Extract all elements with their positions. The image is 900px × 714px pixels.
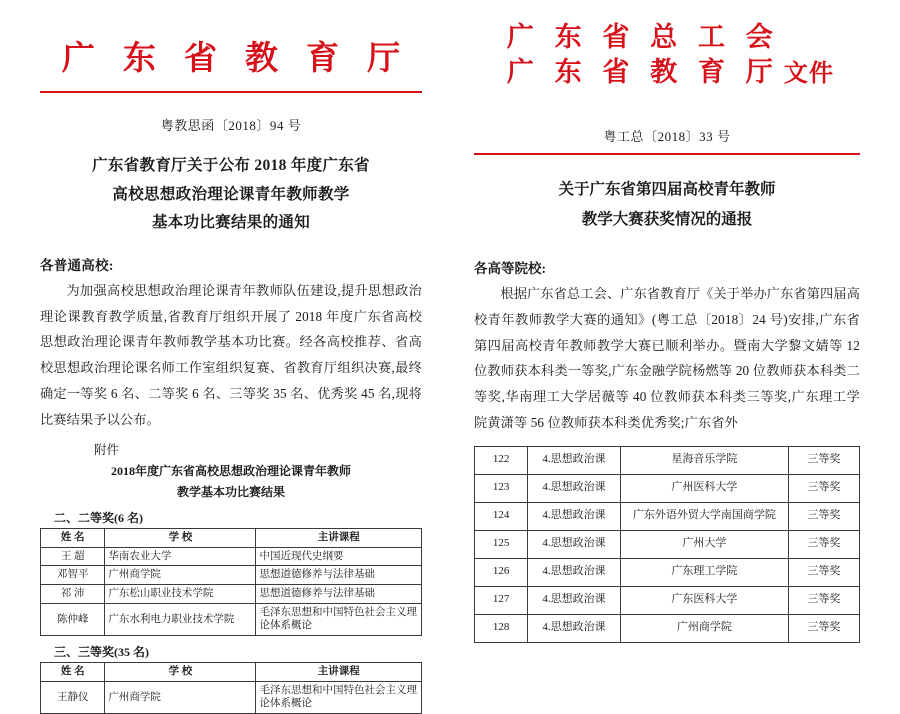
left-table-third-prize: [40, 662, 422, 714]
table1-header-school: 学 校: [105, 529, 256, 548]
table-row: [41, 566, 422, 585]
table2-r0-course: 毛泽东思想和中国特色社会主义理论体系概论: [256, 681, 422, 713]
table1-r3-course: 毛泽东思想和中国特色社会主义理论体系概论: [256, 603, 422, 635]
left-masthead-title: 广 东 省 教 育 厅: [61, 41, 411, 77]
rtbl-r4-school: 广东理工学院: [620, 558, 788, 586]
rtbl-r0-subject: 4.思想政治课: [528, 446, 621, 474]
right-award-table: [474, 446, 860, 643]
rtbl-r0-school: 星海音乐学院: [620, 446, 788, 474]
table-row: [475, 614, 860, 642]
left-salutation: 各普通高校:: [40, 258, 114, 274]
table-row: [475, 530, 860, 558]
right-body-paragraph: 根据广东省总工会、广东省教育厅《关于举办广东省第四届高校青年教师教学大赛的通知》(粤工总〔2018〕24 号)安排,广东省第四届高校青年教师教学大赛已顺利举办。暨南大学黎文婧等 12 位教师获本科类一等奖,广东金融学院杨燃等 20 位教师获本科类二等奖,华南理工大学居薇等 40 位教师获本科类三等奖,广东理工学院黄潇等 56 位教师获本科类优秀奖;广东省外: [474, 286, 861, 430]
left-table-second-prize: [40, 528, 422, 636]
left-title-line-2: 高校思想政治理论课青年教师教学: [112, 185, 350, 203]
left-title-line-1: 广东省教育厅关于公布 2018 年度广东省: [92, 157, 370, 174]
rtbl-r0-no: 122: [475, 446, 528, 474]
table1-r1-school: 广州商学院: [105, 566, 256, 585]
rtbl-r6-prize: 三等奖: [788, 614, 859, 642]
left-document-title: [40, 152, 422, 238]
right-masthead-lines: [500, 20, 780, 90]
rtbl-r4-no: 126: [475, 558, 528, 586]
rtbl-r0-prize: 三等奖: [788, 446, 859, 474]
rtbl-r5-prize: 三等奖: [788, 586, 859, 614]
table-row: [475, 502, 860, 530]
rtbl-r4-prize: 三等奖: [788, 558, 859, 586]
left-attachment-title-line-1: 2018年度广东省高校思想政治理论课青年教师: [110, 464, 351, 479]
table1-r2-course: 思想道德修养与法律基础: [256, 585, 422, 604]
rtbl-r2-school: 广东外语外贸大学南国商学院: [620, 502, 788, 530]
left-table1-section: 二、二等奖(6 名): [54, 511, 143, 526]
right-title-line-2: 教学大赛获奖情况的通报: [581, 210, 753, 228]
right-masthead-rule: [474, 153, 860, 155]
rtbl-r2-prize: 三等奖: [788, 502, 859, 530]
right-title-line-1: 关于广东省第四届高校青年教师: [558, 180, 776, 198]
table1-r2-name: 祁 沛: [41, 585, 105, 604]
right-masthead: [474, 20, 860, 90]
table1-r0-course: 中国近现代史纲要: [256, 547, 422, 566]
table2-header-school: 学 校: [105, 663, 256, 682]
rtbl-r5-no: 127: [475, 586, 528, 614]
right-document: [450, 0, 900, 675]
table1-header-course: 主讲课程: [256, 529, 422, 548]
rtbl-r1-school: 广州医科大学: [620, 474, 788, 502]
rtbl-r5-subject: 4.思想政治课: [528, 586, 621, 614]
right-masthead-suffix: 文件: [783, 61, 835, 88]
table-header-row: [41, 529, 422, 548]
left-body-paragraph: 为加强高校思想政治理论课青年教师队伍建设,提升思想政治理论课教育教学质量,省教育厅组织开展了 2018 年度广东省高校思想政治理论课青年教师教学基本功比赛。经各高校推荐、省高校思想政治理论课名师工作室组织复赛、省教育厅组织决赛,最终确定一等奖 6 名、二等奖 6 名、三等奖 35 名、优秀奖 45 名,现将比赛结果予以公布。: [40, 283, 422, 427]
left-attachment-title: [40, 461, 422, 502]
rtbl-r6-no: 128: [475, 614, 528, 642]
right-masthead-line-1: 广 东 省 总 工 会: [506, 22, 780, 52]
table-row: [475, 586, 860, 614]
table2-r0-name: 王静仪: [41, 681, 105, 713]
right-document-number: 粤工总〔2018〕33 号: [603, 129, 731, 145]
table1-r1-course: 思想道德修养与法律基础: [256, 566, 422, 585]
table-row: [41, 547, 422, 566]
table2-header-course: 主讲课程: [256, 663, 422, 682]
left-attachment-label: 附件: [94, 443, 120, 458]
rtbl-r3-prize: 三等奖: [788, 530, 859, 558]
rtbl-r4-subject: 4.思想政治课: [528, 558, 621, 586]
left-masthead-rule: [40, 91, 422, 93]
table1-r1-name: 邓智平: [41, 566, 105, 585]
rtbl-r3-subject: 4.思想政治课: [528, 530, 621, 558]
table-header-row: [41, 663, 422, 682]
table1-r3-name: 陈仲峰: [41, 603, 105, 635]
table-row: [475, 558, 860, 586]
right-masthead-line-2: 广 东 省 教 育 厅: [506, 57, 780, 88]
table1-r2-school: 广东松山职业技术学院: [105, 585, 256, 604]
table2-header-name: 姓 名: [41, 663, 105, 682]
left-attachment-title-line-2: 教学基本功比赛结果: [176, 484, 285, 499]
left-table2-section: 三、三等奖(35 名): [54, 645, 149, 660]
table-row: [41, 585, 422, 604]
rtbl-r1-no: 123: [475, 474, 528, 502]
table1-r3-school: 广东水利电力职业技术学院: [105, 603, 256, 635]
right-salutation: 各高等院校:: [474, 261, 546, 277]
table1-header-name: 姓 名: [41, 529, 105, 548]
rtbl-r3-no: 125: [475, 530, 528, 558]
rtbl-r1-subject: 4.思想政治课: [528, 474, 621, 502]
left-document: [0, 0, 450, 710]
table-row: [41, 603, 422, 635]
table-row: [475, 446, 860, 474]
table2-r0-school: 广州商学院: [105, 681, 256, 713]
table1-r0-school: 华南农业大学: [105, 547, 256, 566]
rtbl-r3-school: 广州大学: [620, 530, 788, 558]
right-document-title: [474, 175, 860, 235]
rtbl-r6-school: 广州商学院: [620, 614, 788, 642]
rtbl-r1-prize: 三等奖: [788, 474, 859, 502]
table-row: [475, 474, 860, 502]
rtbl-r2-subject: 4.思想政治课: [528, 502, 621, 530]
left-title-line-3: 基本功比赛结果的通知: [151, 214, 311, 232]
rtbl-r6-subject: 4.思想政治课: [528, 614, 621, 642]
table-row: [41, 681, 422, 713]
table1-r0-name: 王 超: [41, 547, 105, 566]
rtbl-r5-school: 广东医科大学: [620, 586, 788, 614]
left-document-number: 粤教思函〔2018〕94 号: [160, 118, 302, 133]
rtbl-r2-no: 124: [475, 502, 528, 530]
